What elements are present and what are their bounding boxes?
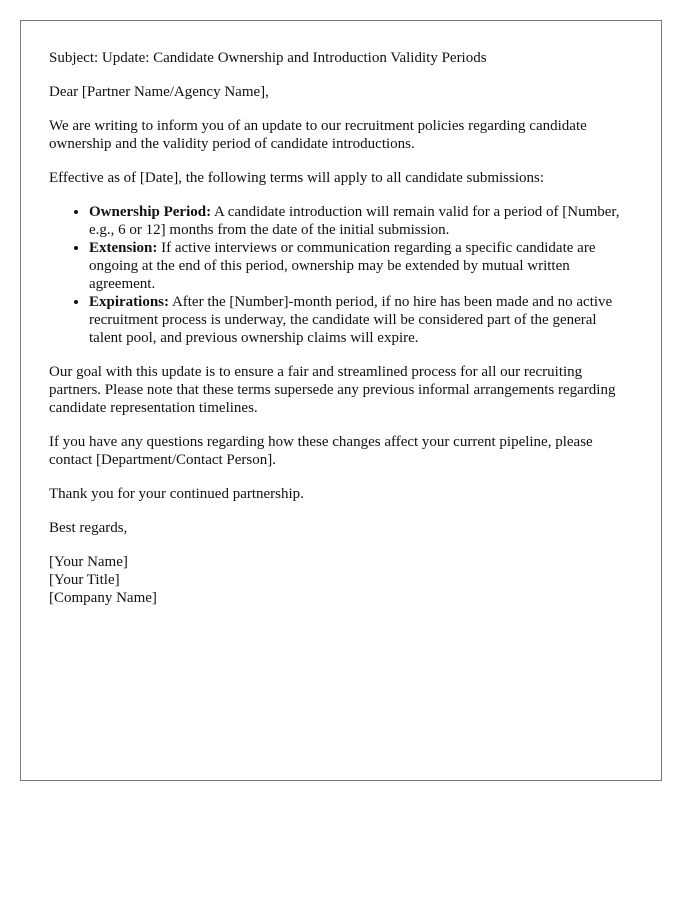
term-item-extension bbox=[89, 239, 633, 293]
term-title: Extension: bbox=[89, 240, 158, 256]
term-item-expirations bbox=[89, 293, 633, 347]
thanks-paragraph: Thank you for your continued partnership. bbox=[49, 486, 304, 502]
term-text: After the [Number]-month period, if no hire has been made and no active recruitment process is underway, the candidate will be considered part of the general talent pool, and previous ownership claims will expire. bbox=[89, 294, 613, 346]
term-title: Expirations: bbox=[89, 294, 170, 310]
effective-date-paragraph: Effective as of [Date], the following terms will apply to all candidate submissions: bbox=[49, 170, 545, 186]
signature-company: [Company Name] bbox=[49, 590, 157, 606]
salutation: Dear [Partner Name/Agency Name], bbox=[49, 84, 269, 100]
goal-paragraph: Our goal with this update is to ensure a fair and streamlined process for all our recruiting partners. Please note that these terms supersede any previous informal arrangements regarding candidate representation timelines. bbox=[49, 364, 616, 416]
signature-title: [Your Title] bbox=[49, 572, 120, 588]
signature-block bbox=[49, 553, 633, 607]
intro-paragraph: We are writing to inform you of an update to our recruitment policies regarding candidate ownership and the validity period of candidate introductions. bbox=[49, 118, 587, 152]
closing: Best regards, bbox=[49, 520, 128, 536]
term-item-ownership-period bbox=[89, 203, 633, 239]
term-text: If active interviews or communication regarding a specific candidate are ongoing at the end of this period, ownership may be extended by mutual written agreement. bbox=[89, 240, 596, 292]
terms-list bbox=[49, 203, 633, 347]
term-text: A candidate introduction will remain valid for a period of [Number, e.g., 6 or 12] months from the date of the initial submission. bbox=[89, 204, 620, 238]
subject-line: Subject: Update: Candidate Ownership and Introduction Validity Periods bbox=[49, 50, 487, 66]
term-title: Ownership Period: bbox=[89, 204, 212, 220]
letter-document bbox=[20, 20, 662, 781]
questions-paragraph: If you have any questions regarding how these changes affect your current pipeline, please contact [Department/Contact Person]. bbox=[49, 434, 593, 468]
signature-name: [Your Name] bbox=[49, 554, 128, 570]
